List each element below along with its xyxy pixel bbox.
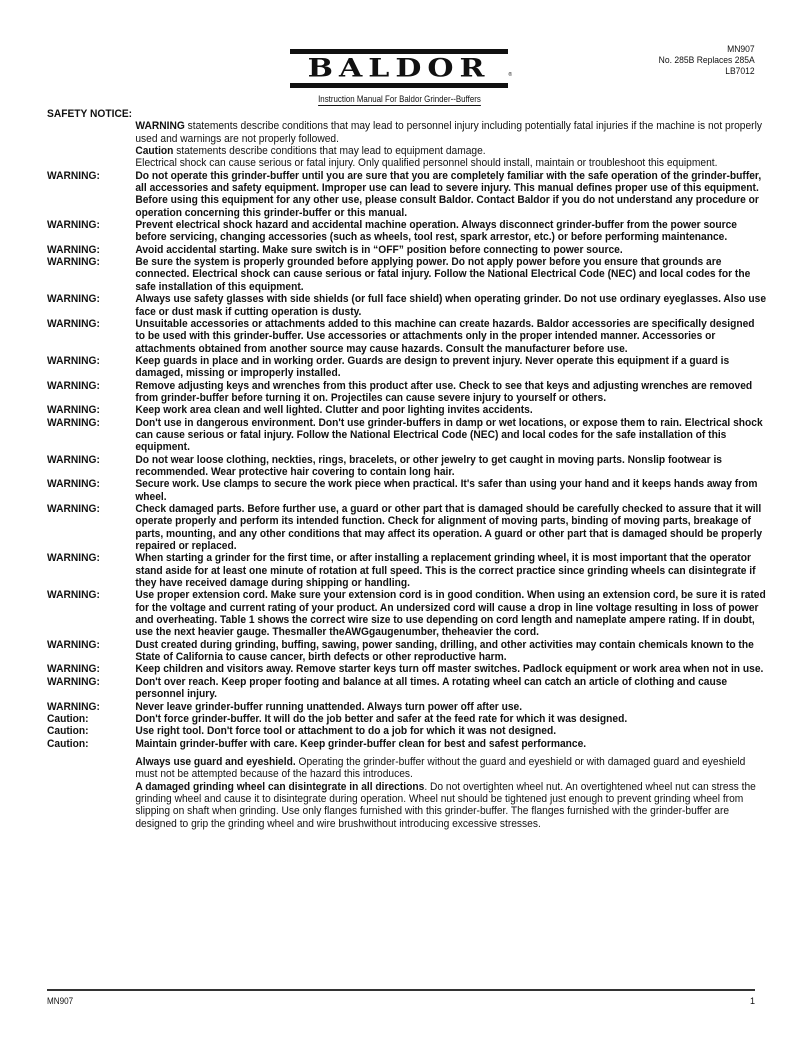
- footer-page-number: 1: [749, 996, 755, 1006]
- warning-label: WARNING:: [47, 169, 100, 182]
- intro-text: statements describe conditions that may lead to equipment damage.: [173, 145, 486, 158]
- closing-guard-eyeshield: [135, 756, 766, 781]
- warning-text: Be sure the system is properly grounded before applying power. Do not apply power before you ensure that grounds are connected. Electrical shock can cause serious or fatal injury. Follow the National Electrical Code (NEC) and local codes for the safe installation of this equipment.: [135, 256, 751, 293]
- warning-text: Prevent electrical shock hazard and accidental machine operation. Always disconnect grinder-buffer from the power source before servicing, changing accessories (such as wheels, tool rest, spark arrestor, etc.) or before performing maintenance.: [135, 219, 738, 244]
- warning-label: WARNING:: [47, 478, 100, 491]
- warning-label: WARNING:: [47, 638, 100, 651]
- warning-text: Don't force grinder-buffer. It will do the job better and safer at the feed rate for which it was designed.: [135, 712, 628, 725]
- warning-text: Keep children and visitors away. Remove starter keys turn off master switches. Padlock equipment or work area when not in use.: [135, 663, 764, 676]
- doc-code: LB7012: [725, 66, 755, 77]
- revision: No. 285B Replaces 285A: [658, 55, 755, 66]
- warning-text: Remove adjusting keys and wrenches from this product after use. Check to see that keys and adjusting wrenches are removed from grinder-buffer before turning it on. Projectiles can cause severe injury to yourself or others.: [135, 379, 753, 404]
- registered-mark: ®: [508, 72, 512, 78]
- baldor-logo: [290, 49, 512, 89]
- logo-wordmark: BALDOR: [307, 53, 491, 84]
- warning-label: WARNING:: [47, 663, 100, 676]
- warning-item: [47, 663, 767, 675]
- content-inner: [47, 108, 767, 830]
- warning-item: [47, 417, 767, 454]
- warning-text: Keep guards in place and in working order. Guards are design to prevent injury. Never operate this equipment if a guard is damaged, missing or improperly installed.: [135, 354, 730, 380]
- subtitle-text: Instruction Manual For Baldor Grinder--Buffers: [317, 94, 481, 104]
- warning-item: [47, 244, 767, 256]
- warning-text: Dust created during grinding, buffing, sawing, power sanding, drilling, and other activities may contain chemicals known to the State of California to cause cancer, birth defects or other reproductive harm.: [135, 638, 754, 664]
- warning-item: [47, 738, 767, 750]
- warning-text: Don't use in dangerous environment. Don't use grinder-buffers in damp or wet locations, or expose them to rain. Electrical shock can cause serious or fatal injury. Follow the National Electrical Code (NEC) and local codes for the safe installation of this equipment.: [135, 416, 763, 454]
- warning-label: WARNING:: [47, 700, 100, 713]
- intro-text: statements describe conditions that may lead to personnel injury including potentially fatal injuries if the machine is not properly used and warnings are not properly followed.: [135, 120, 762, 145]
- warning-label: Caution:: [47, 725, 89, 738]
- warning-label: WARNING:: [47, 317, 100, 330]
- warning-label: WARNING:: [47, 552, 100, 565]
- warning-text: Keep work area clean and well lighted. Clutter and poor lighting invites accidents.: [135, 404, 533, 417]
- warning-label: WARNING:: [47, 354, 100, 367]
- warning-text: Don't over reach. Keep proper footing and balance at all times. A rotating wheel can catch an article of clothing and cause personnel injury.: [135, 675, 728, 701]
- warning-label: WARNING:: [47, 243, 100, 256]
- warning-text: Use proper extension cord. Make sure your extension cord is in good condition. When using an extension cord, be sure it is rated for the voltage and current rating of your product. An undersized cord will cause a drop in line voltage resulting in loss of power and overheating. Table 1 shows the correct wire size to use depending on cord length and nameplate ampere rating. If in doubt, use the next heavier gauge. Thesmaller theAWGgaugenumber, theheavier the cord.: [135, 589, 766, 639]
- warning-item: [47, 256, 767, 293]
- intro-bold: WARNING: [135, 120, 185, 133]
- warning-label: Caution:: [47, 712, 89, 725]
- intro-bold: Caution: [135, 145, 174, 158]
- warning-item: [47, 639, 767, 664]
- warning-item: [47, 380, 767, 405]
- warning-label: Caution:: [47, 737, 89, 750]
- closing-bold: A damaged grinding wheel can disintegrate in all directions: [135, 780, 425, 793]
- warning-label: WARNING:: [47, 379, 100, 392]
- warning-item: [47, 503, 767, 552]
- warning-item: [47, 713, 767, 725]
- warning-label: WARNING:: [47, 589, 100, 602]
- logo-bottom-bar: [290, 83, 508, 88]
- intro-text: Electrical shock can cause serious or fatal injury. Only qualified personnel should install, maintain or troubleshoot this equipment.: [135, 157, 718, 170]
- warning-label: WARNING:: [47, 453, 100, 466]
- warning-label: WARNING:: [47, 293, 100, 306]
- warning-label: WARNING:: [47, 219, 100, 232]
- doc-number: MN907: [727, 44, 755, 55]
- closing-text: . Do not overtighten wheel nut. An overtightened wheel nut can stress the grinding wheel and cause it to disintegrate during operation. Wheel nut should be tightened just enough to prevent grinding wheel from slipping on shaft when grinding. Use only flanges furnished with this grinder-buffer. The flanges furnished with the grinder-buffer are designed to grip the grinding wheel and wire brushwithout introducing excessive stresses.: [135, 780, 756, 830]
- warning-list: [47, 170, 767, 750]
- warning-text: Avoid accidental starting. Make sure switch is in “OFF” position before connecting to power source.: [135, 243, 623, 256]
- warning-text: Never leave grinder-buffer running unattended. Always turn power off after use.: [135, 700, 523, 713]
- warning-item: [47, 404, 767, 416]
- warning-label: WARNING:: [47, 675, 100, 688]
- closing-damaged-wheel: [135, 781, 766, 830]
- warning-item: [47, 355, 767, 380]
- warning-item: [47, 454, 767, 479]
- warning-label: WARNING:: [47, 404, 100, 417]
- warning-text: Unsuitable accessories or attachments added to this machine can create hazards. Baldor accessories are specifically designed to be used with this grinder-buffer. Use accessories or attachments only in the proper intended manner. Accessories or attachments obtained from another source may cause hazards. Consult the manufacturer before use.: [135, 317, 755, 355]
- safety-content: [47, 108, 767, 830]
- document-header-info: [659, 44, 755, 77]
- safety-notice-title: SAFETY NOTICE:: [47, 108, 133, 120]
- footer-divider: [47, 989, 755, 991]
- closing-bold: Always use guard and eyeshield.: [135, 755, 296, 768]
- warning-text: Use right tool. Don't force tool or attachment to do a job for which it was not designed.: [135, 725, 557, 738]
- warning-item: [47, 725, 767, 737]
- notice-intro-warning: [135, 120, 766, 145]
- closing-text: Operating the grinder-buffer without the guard and eyeshield or with damaged guard and eyeshield must not be attempted because of the hazard this introduces.: [135, 755, 746, 781]
- warning-text: Secure work. Use clamps to secure the work piece when practical. It's safer than using your hand and it keeps hands away from wheel.: [135, 478, 758, 503]
- warning-item: [47, 676, 767, 701]
- warning-item: [47, 478, 767, 503]
- footer-doc-number: MN907: [47, 996, 74, 1006]
- warning-item: [47, 219, 767, 244]
- warning-text: Do not wear loose clothing, neckties, rings, bracelets, or other jewelry to get caught in moving parts. Nonslip footwear is recommended. Wear protective hair covering to contain long hair.: [135, 453, 722, 478]
- warning-item: [47, 293, 767, 318]
- notice-intro-shock: [135, 157, 766, 169]
- manual-subtitle: [290, 94, 508, 106]
- warning-text: Always use safety glasses with side shields (or full face shield) when operating grinder. Do not use ordinary eyeglasses. Also use face or dust mask if cutting operation is dusty.: [135, 293, 767, 318]
- warning-item: [47, 552, 767, 589]
- warning-label: WARNING:: [47, 256, 100, 269]
- notice-intro-caution: [135, 145, 766, 157]
- warning-text: Maintain grinder-buffer with care. Keep grinder-buffer clean for best and safest performance.: [135, 737, 587, 750]
- warning-text: Check damaged parts. Before further use, a guard or other part that is damaged should be carefully checked to assure that it will operate properly and perform its intended function. Check for alignment of moving parts, binding of moving parts, breakage of parts, mounting, and any other conditions that may affect its operation. A guard or other part that is damaged should be properly repaired or replaced.: [135, 503, 763, 553]
- warning-label: WARNING:: [47, 416, 100, 429]
- warning-item: [47, 318, 767, 355]
- warning-item: [47, 589, 767, 638]
- warning-label: WARNING:: [47, 503, 100, 515]
- warning-item: [47, 170, 767, 219]
- warning-text: Do not operate this grinder-buffer until you are sure that you are completely familiar with the safe operation of the grinder-buffer, all accessories and safety equipment. Improper use can lead to severe injury. This manual defines proper use of this equipment. Before using this equipment for any other use, please consult Baldor. Contact Baldor if you do not understand any procedure or operation concerning this grinder-buffer or this manual.: [135, 169, 762, 219]
- warning-item: [47, 701, 767, 713]
- warning-text: When starting a grinder for the first time, or after installing a replacement grinding wheel, it is most important that the operator stand aside for at least one minute of rotation at full speed. This is the correct practice since grinding wheels can disintegrate if they have received damage during shipping or handling.: [135, 552, 756, 590]
